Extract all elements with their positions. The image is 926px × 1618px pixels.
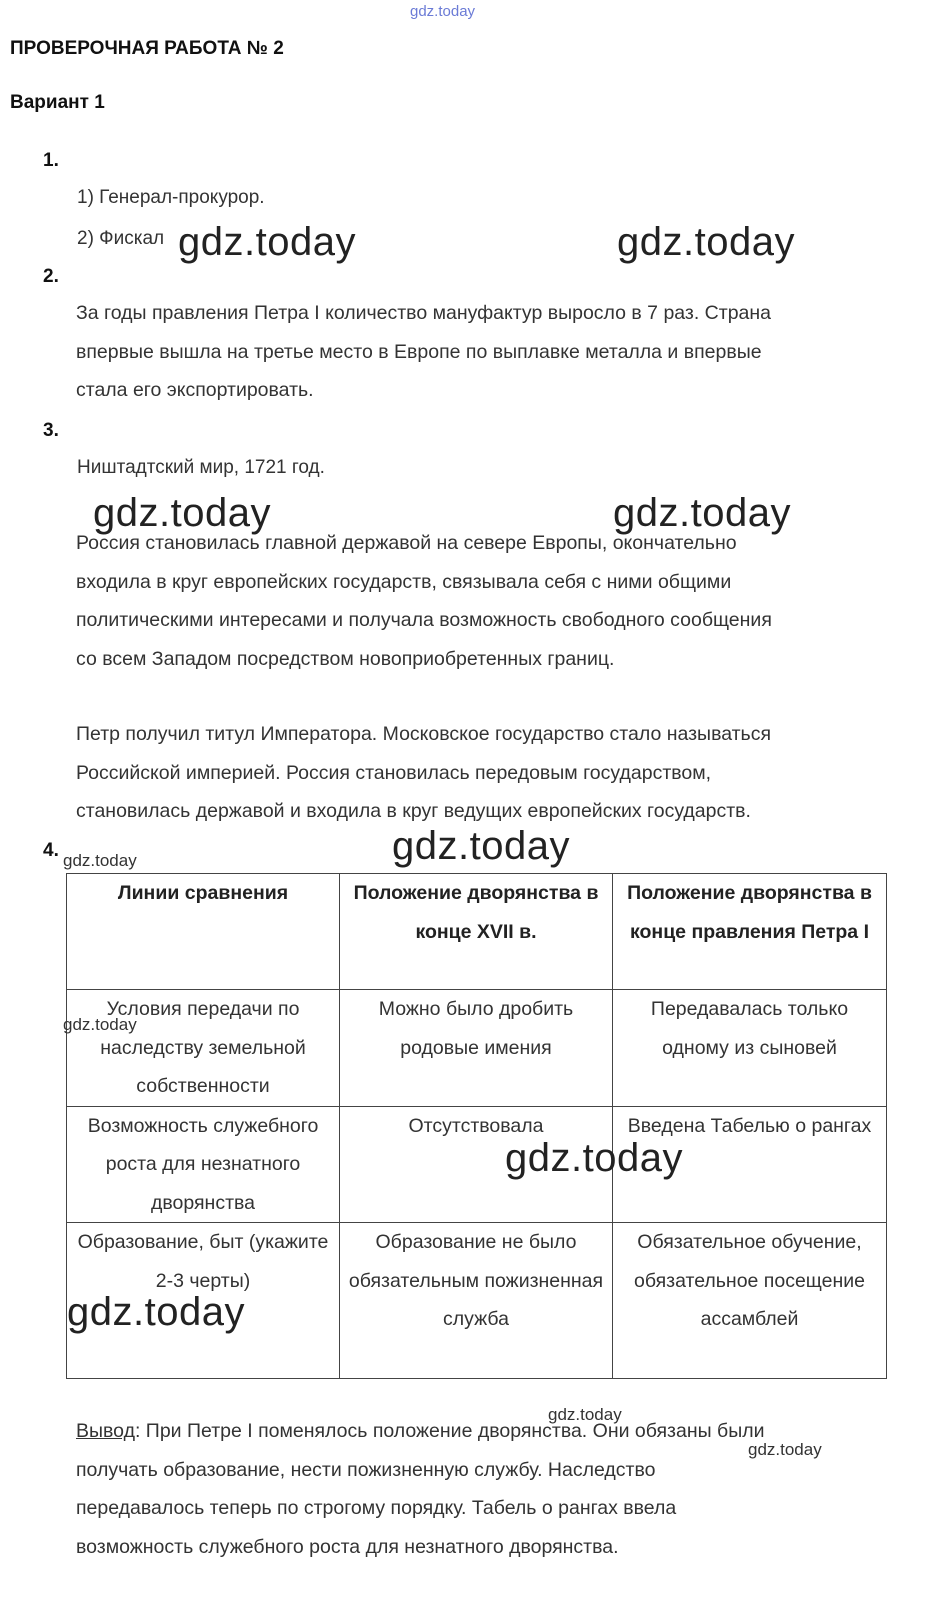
table-header-row	[67, 874, 887, 990]
q2-line: За годы правления Петра I количество мануфактур выросло в 7 раз. Страна	[76, 302, 772, 324]
q1-item-2: 2) Фискал	[77, 228, 165, 249]
q3-line: Россия становилась главной державой на севере Европы, окончательно	[76, 532, 737, 554]
table-cell: Введена Табелью о рангах	[613, 1106, 887, 1223]
q3-line: политическими интересами и получала возможность свободного сообщения	[76, 609, 772, 631]
q3-answer: Ништадтский мир, 1721 год.	[77, 457, 325, 478]
watermark: gdz.today	[505, 1136, 683, 1180]
watermark-small: gdz.today	[63, 851, 137, 870]
conclusion-line: : При Петре I поменялось положение дворянства. Они обязаны были	[134, 1420, 765, 1442]
q2-line: впервые вышла на третье место в Европе по выплавке металла и впервые	[76, 340, 762, 363]
table-cell: Возможность служебного роста для незнатного дворянства	[67, 1106, 340, 1223]
table-cell: Образование не было обязательным пожизненная служба	[340, 1223, 613, 1379]
table-row	[67, 1106, 887, 1223]
watermark-small: gdz.today	[63, 1015, 137, 1034]
q3-line: со всем Западом посредством новоприобретенных границ.	[76, 647, 615, 670]
q3-line: Петр получил титул Императора. Московское государство стало называться	[76, 723, 772, 745]
table-cell: Образование, быт (укажите 2-3 черты)	[67, 1223, 340, 1379]
table-cell: Передавалась только одному из сыновей	[613, 990, 887, 1107]
watermark-small: gdz.today	[748, 1440, 822, 1459]
question-2-number: 2.	[43, 266, 59, 287]
watermark: gdz.today	[93, 491, 271, 535]
question-1-number: 1.	[43, 150, 59, 171]
table-cell: Можно было дробить родовые имения	[340, 990, 613, 1107]
header-cell: Положение дворянства в конце XVII в.	[340, 874, 613, 990]
q1-item-1: 1) Генерал-прокурор.	[77, 187, 265, 208]
watermark: gdz.today	[67, 1290, 245, 1334]
table-cell: Обязательное обучение, обязательное посещение ассамблей	[613, 1223, 887, 1379]
watermark-small: gdz.today	[548, 1405, 622, 1424]
q3-line: становилась державой и входила в круг ведущих европейских государств.	[76, 800, 751, 822]
q3-paragraph-1	[76, 524, 772, 678]
q3-paragraph-2	[76, 715, 771, 831]
watermark-top: gdz.today	[410, 3, 476, 20]
conclusion-line: получать образование, нести пожизненную службу. Наследство	[76, 1458, 656, 1481]
q2-line: стала его экспортировать.	[76, 379, 314, 401]
conclusion	[76, 1412, 764, 1566]
watermark: gdz.today	[178, 220, 356, 264]
conclusion-line: передавалось теперь по строгому порядку. Табель о рангах ввела	[76, 1497, 677, 1519]
question-4-number: 4.	[43, 840, 59, 861]
watermark: gdz.today	[392, 824, 570, 868]
question-3-number: 3.	[43, 420, 59, 441]
table-cell: Отсутствовала	[340, 1106, 613, 1223]
watermark: gdz.today	[617, 220, 795, 264]
header-cell: Линии сравнения	[67, 874, 340, 990]
q3-line: Российской империей. Россия становилась передовым государством,	[76, 761, 712, 784]
variant-heading: Вариант 1	[10, 92, 105, 113]
table-cell: Условия передачи по наследству земельной собственности	[67, 990, 340, 1107]
watermark: gdz.today	[613, 491, 791, 535]
page-title: ПРОВЕРОЧНАЯ РАБОТА № 2	[10, 38, 284, 59]
header-cell: Положение дворянства в конце правления Петра I	[613, 874, 887, 990]
conclusion-label: Вывод	[76, 1420, 135, 1442]
q2-answer	[76, 294, 771, 410]
table-row	[67, 990, 887, 1107]
q3-line: входила в круг европейских государств, связывала себя с ними общими	[76, 570, 732, 593]
conclusion-line: возможность служебного роста для незнатного дворянства.	[76, 1535, 619, 1558]
